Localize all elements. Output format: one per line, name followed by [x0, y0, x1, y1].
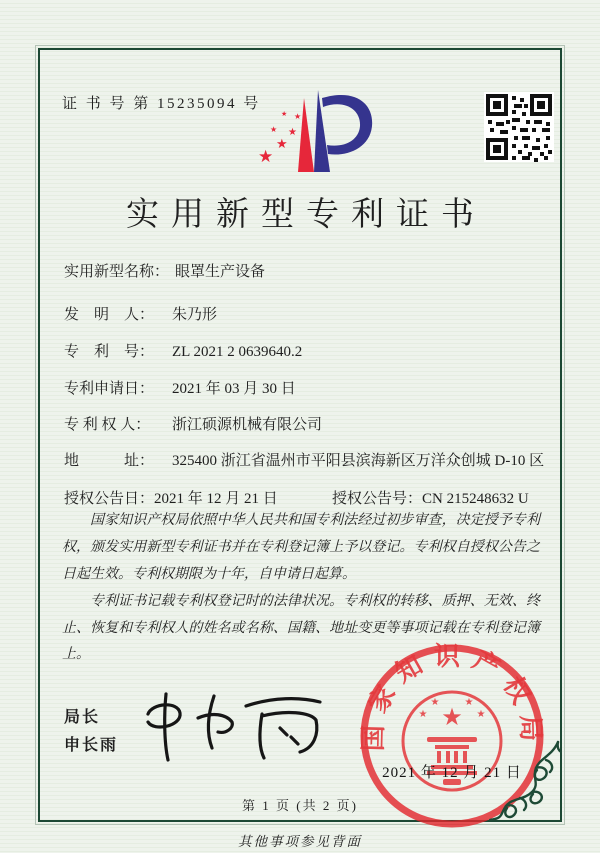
- certificate-number: 证 书 号 第 15235094 号: [62, 96, 261, 112]
- legal-paragraph: 国家知识产权局依照中华人民共和国专利法经过初步审查，决定授予专利权，颁发实用新型专利证书并在专利登记簿上予以登记。专利权自授权公告之日起生效。专利权期限为十年，自申请日起算。: [62, 513, 540, 582]
- field-label: 专利申请日：: [64, 381, 155, 397]
- svg-text:★: ★: [476, 709, 486, 720]
- svg-text:★: ★: [441, 705, 463, 731]
- field-value: 325400 浙江省温州市平阳县滨海新区万洋众创城 D-10 区: [172, 453, 545, 469]
- field-label: 实用新型名称：: [64, 264, 170, 280]
- logo-star: ★: [281, 110, 288, 118]
- field-row: [64, 377, 544, 398]
- field-row: [64, 449, 544, 470]
- commissioner-name: 申长雨: [64, 737, 119, 754]
- field-value: 眼罩生产设备: [175, 264, 266, 280]
- handwritten-signature: [128, 684, 333, 769]
- svg-text:★: ★: [464, 697, 474, 708]
- field-value: 2021 年 03 月 30 日: [172, 381, 296, 397]
- seal-date: 2021 年 12 月 21 日: [382, 765, 522, 781]
- field-value: 朱乃形: [172, 307, 218, 323]
- field-label: 专 利 号：: [64, 344, 155, 360]
- logo-star: ★: [294, 112, 302, 121]
- field-row: [64, 413, 544, 434]
- back-side-note: 其他事项参见背面: [238, 834, 362, 849]
- legal-paragraph: 专利证书记载专利权登记时的法律状况。专利权的转移、质押、无效、终止、恢复和专利权人的姓名或名称、国籍、地址变更等事项记载在专利登记簿上。: [62, 593, 540, 663]
- grant-date: 授权公告日：2021 年 12 月 21 日: [64, 491, 278, 507]
- logo-star: ★: [258, 147, 274, 166]
- commissioner-title: 局长: [64, 709, 101, 726]
- page-number: 第 1 页 (共 2 页): [242, 798, 358, 813]
- grant-number: 授权公告号：CN 215248632 U: [332, 491, 529, 507]
- svg-text:★: ★: [418, 709, 428, 720]
- field-value: 浙江硕源机械有限公司: [172, 417, 323, 433]
- qr-code: [484, 92, 554, 162]
- field-label: 发 明 人：: [64, 307, 155, 323]
- cnipa-patent-logo-icon: [250, 84, 400, 179]
- field-label: 专 利 权 人：: [64, 417, 151, 433]
- field-value: ZL 2021 2 0639640.2: [172, 344, 303, 360]
- logo-star: ★: [270, 125, 278, 134]
- field-row: [64, 260, 544, 281]
- field-row: [64, 303, 544, 324]
- grant-row: [64, 487, 544, 508]
- svg-text:★: ★: [430, 697, 440, 708]
- seal-text: 国家知识产权局: [358, 642, 546, 752]
- logo-star: ★: [288, 127, 297, 138]
- page-title: 实用新型专利证书: [126, 197, 486, 233]
- field-label: 地 址：: [64, 453, 155, 469]
- logo-star: ★: [276, 136, 288, 151]
- field-row: [64, 340, 544, 361]
